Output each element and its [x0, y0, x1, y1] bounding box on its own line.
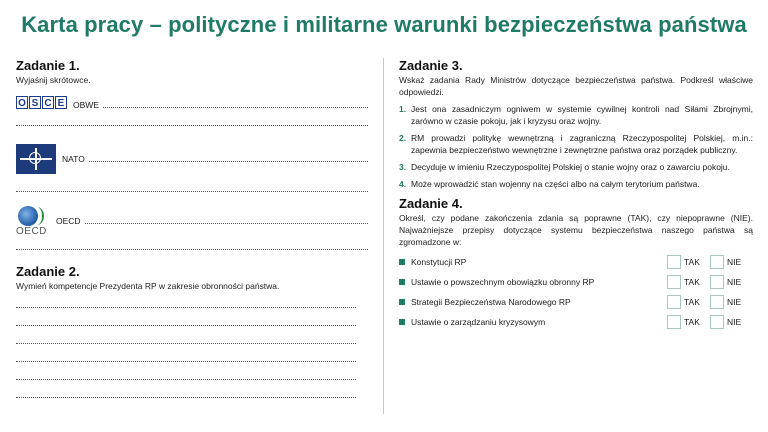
answer-line[interactable]: [16, 342, 356, 344]
oecd-logo-text: OECD: [16, 226, 47, 237]
tak-checkbox[interactable]: [667, 315, 681, 329]
bullet-square-icon: [399, 279, 405, 285]
statement-text: Konstytucji RP: [411, 257, 467, 267]
list-item[interactable]: [399, 132, 753, 156]
list-item[interactable]: [399, 178, 753, 190]
answer-line[interactable]: [85, 214, 368, 224]
nie-checkbox[interactable]: [710, 295, 724, 309]
task-1-instruction: Wyjaśnij skrótowce.: [16, 75, 91, 85]
task-3-heading: Zadanie 3.: [399, 58, 463, 73]
task-1: [16, 58, 368, 250]
abbr-label-obwe: OBWE: [73, 100, 99, 110]
statement-row: [399, 292, 753, 312]
nie-label: NIE: [727, 277, 742, 287]
list-item-text: RM prowadzi politykę wewnętrzną i zagraniczną Rzeczypospolitej Polskiej, m.in.: zapewnia bezpieczeństwo wewnętrzne i zewnętrzne państwa oraz porządek publiczny.: [411, 133, 753, 155]
bullet-square-icon: [399, 259, 405, 265]
answer-line[interactable]: [16, 248, 368, 250]
nie-checkbox[interactable]: [710, 315, 724, 329]
task-1-heading: Zadanie 1.: [16, 58, 80, 73]
tak-checkbox[interactable]: [667, 295, 681, 309]
list-item-text: Decyduje w imieniu Rzeczypospolitej Polskiej o stanie wojny oraz o zawarciu pokoju.: [411, 162, 730, 172]
right-column: [399, 58, 753, 332]
abbr-label-oecd: OECD: [56, 216, 81, 226]
task-2: [16, 264, 368, 398]
nato-logo: [16, 144, 56, 174]
statement-text: Ustawie o powszechnym obowiązku obronny RP: [411, 277, 595, 287]
answer-line[interactable]: [89, 152, 368, 162]
nie-label: NIE: [727, 297, 742, 307]
tak-label: TAK: [684, 257, 700, 267]
page-title: Karta pracy – polityczne i militarne warunki bezpieczeństwa państwa: [21, 12, 747, 37]
task-2-heading: Zadanie 2.: [16, 264, 80, 279]
nie-label: NIE: [727, 317, 742, 327]
task-2-instruction: Wymień kompetencje Prezydenta RP w zakresie obronności państwa.: [16, 281, 280, 291]
tak-checkbox[interactable]: [667, 275, 681, 289]
task-4-statements: [399, 252, 753, 332]
tak-label: TAK: [684, 297, 700, 307]
answer-line[interactable]: [16, 360, 356, 362]
list-item[interactable]: [399, 161, 753, 173]
nie-checkbox[interactable]: [710, 255, 724, 269]
tak-label: TAK: [684, 317, 700, 327]
list-item-number: 1.: [399, 104, 407, 114]
answer-line[interactable]: [16, 324, 356, 326]
list-item-text: Jest ona zasadniczym ogniwem w systemie cywilnej kontroli nad Siłami Zbrojnymi, zarówno w czasie pokoju, jak i kryzysu oraz wojny.: [411, 104, 753, 126]
list-item-number: 4.: [399, 179, 407, 189]
answer-line[interactable]: [16, 190, 368, 192]
list-item-number: 2.: [399, 133, 407, 143]
list-item-number: 3.: [399, 162, 407, 172]
nie-checkbox[interactable]: [710, 275, 724, 289]
oecd-logo-arc: [30, 207, 44, 225]
answer-line[interactable]: [16, 378, 356, 380]
osce-logo: [16, 96, 67, 109]
statement-row: [399, 252, 753, 272]
left-column: [16, 58, 368, 398]
answer-line[interactable]: [16, 124, 368, 126]
task-3-instruction: Wskaż zadania Rady Ministrów dotyczące bezpieczeństwa państwa. Podkreśl właściwe odpowiedzi.: [399, 75, 753, 97]
bullet-square-icon: [399, 319, 405, 325]
task-4-heading: Zadanie 4.: [399, 196, 463, 211]
tak-label: TAK: [684, 277, 700, 287]
osce-logo-letter: E: [55, 96, 67, 109]
task-4: [399, 196, 753, 332]
task-4-instruction: Określ, czy podane zakończenia zdania są poprawne (TAK), czy niepoprawne (NIE). Najważniejsze przepisy dotyczące systemu bezpieczeństwa naszego państwa są zgromadzone w:: [399, 213, 753, 247]
osce-logo-letter: S: [29, 96, 41, 109]
answer-line[interactable]: [103, 98, 368, 108]
osce-logo-letter: O: [16, 96, 28, 109]
column-divider: [383, 58, 384, 414]
list-item-text: Może wprowadzić stan wojenny na części albo na całym terytorium państwa.: [411, 179, 700, 189]
task-2-answer-area: [16, 306, 356, 398]
answer-line[interactable]: [16, 306, 356, 308]
osce-logo-letter: C: [42, 96, 54, 109]
nato-logo-compass: [29, 152, 41, 164]
abbr-label-nato: NATO: [62, 154, 85, 164]
tak-checkbox[interactable]: [667, 255, 681, 269]
bullet-square-icon: [399, 299, 405, 305]
statement-row: [399, 272, 753, 292]
abbr-row-oecd: [16, 204, 368, 238]
list-item[interactable]: [399, 103, 753, 127]
abbr-row-osce: [16, 90, 368, 110]
abbr-row-nato: [16, 140, 368, 174]
statement-text: Ustawie o zarządzaniu kryzysowym: [411, 317, 546, 327]
answer-line[interactable]: [16, 396, 356, 398]
task-3-list: [399, 103, 753, 190]
statement-text: Strategii Bezpieczeństwa Narodowego RP: [411, 297, 571, 307]
oecd-logo: [16, 206, 48, 238]
task-3: [399, 58, 753, 190]
nie-label: NIE: [727, 257, 742, 267]
statement-row: [399, 312, 753, 332]
